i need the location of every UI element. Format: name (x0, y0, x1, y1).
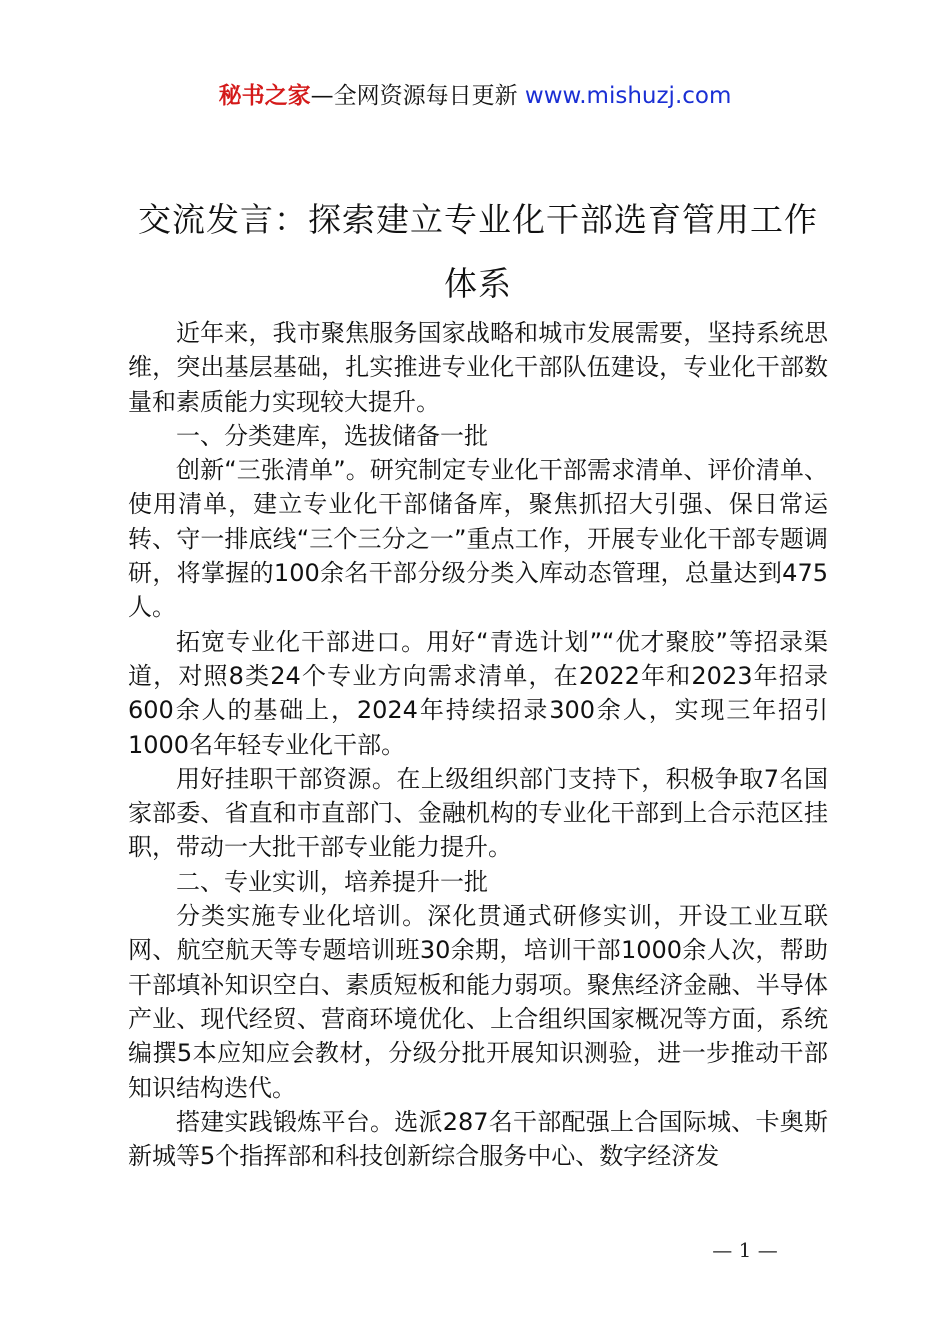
body-paragraph: 创新“三张清单”。研究制定专业化干部需求清单、评价清单、使用清单，建立专业化干部储备库，聚焦抓招大引强、保日常运转、守一排底线“三个三分之一”重点工作，开展专业化干部专题调研，将掌握的100余名干部分级分类入库动态管理，总量达到475人。 (128, 456, 828, 622)
site-brand: 秘书之家 (218, 83, 311, 109)
site-tagline: —全网资源每日更新 (310, 83, 525, 109)
section-heading: 一、分类建库，选拔储备一批 (176, 421, 488, 450)
page-number: — 1 — (712, 1238, 778, 1262)
document-body (128, 316, 828, 1173)
site-header (0, 80, 950, 112)
body-paragraph: 拓宽专业化干部进口。用好“青选计划”“优才聚胶”等招录渠道，对照8类24个专业方向需求清单，在2022年和2023年招录600余人的基础上，2024年持续招录300余人，实现三年招引1000名年轻专业化干部。 (128, 627, 828, 759)
body-paragraph: 分类实施专业化培训。深化贯通式研修实训，开设工业互联网、航空航天等专题培训班30余期，培训干部1000余人次，帮助干部填补知识空白、素质短板和能力弱项。聚焦经济金融、半导体产业、现代经贸、营商环境优化、上合组织国家概况等方面，系统编撰5本应知应会教材，分级分批开展知识测验，进一步推动干部知识结构迭代。 (128, 902, 828, 1102)
body-paragraph: 近年来，我市聚焦服务国家战略和城市发展需要，坚持系统思维，突出基层基础，扎实推进专业化干部队伍建设，专业化干部数量和素质能力实现较大提升。 (128, 319, 828, 416)
section-heading: 二、专业实训，培养提升一批 (176, 867, 488, 896)
site-url-link[interactable]: www.mishuzj.com (524, 83, 732, 109)
document-title: 交流发言：探索建立专业化干部选育管用工作体系 (138, 200, 818, 303)
body-paragraph: 搭建实践锻炼平台。选派287名干部配强上合国际城、卡奥斯新城等5个指挥部和科技创新综合服务中心、数字经济发 (128, 1107, 828, 1171)
body-paragraph: 用好挂职干部资源。在上级组织部门支持下，积极争取7名国家部委、省直和市直部门、金融机构的专业化干部到上合示范区挂职，带动一大批干部专业能力提升。 (128, 764, 828, 862)
